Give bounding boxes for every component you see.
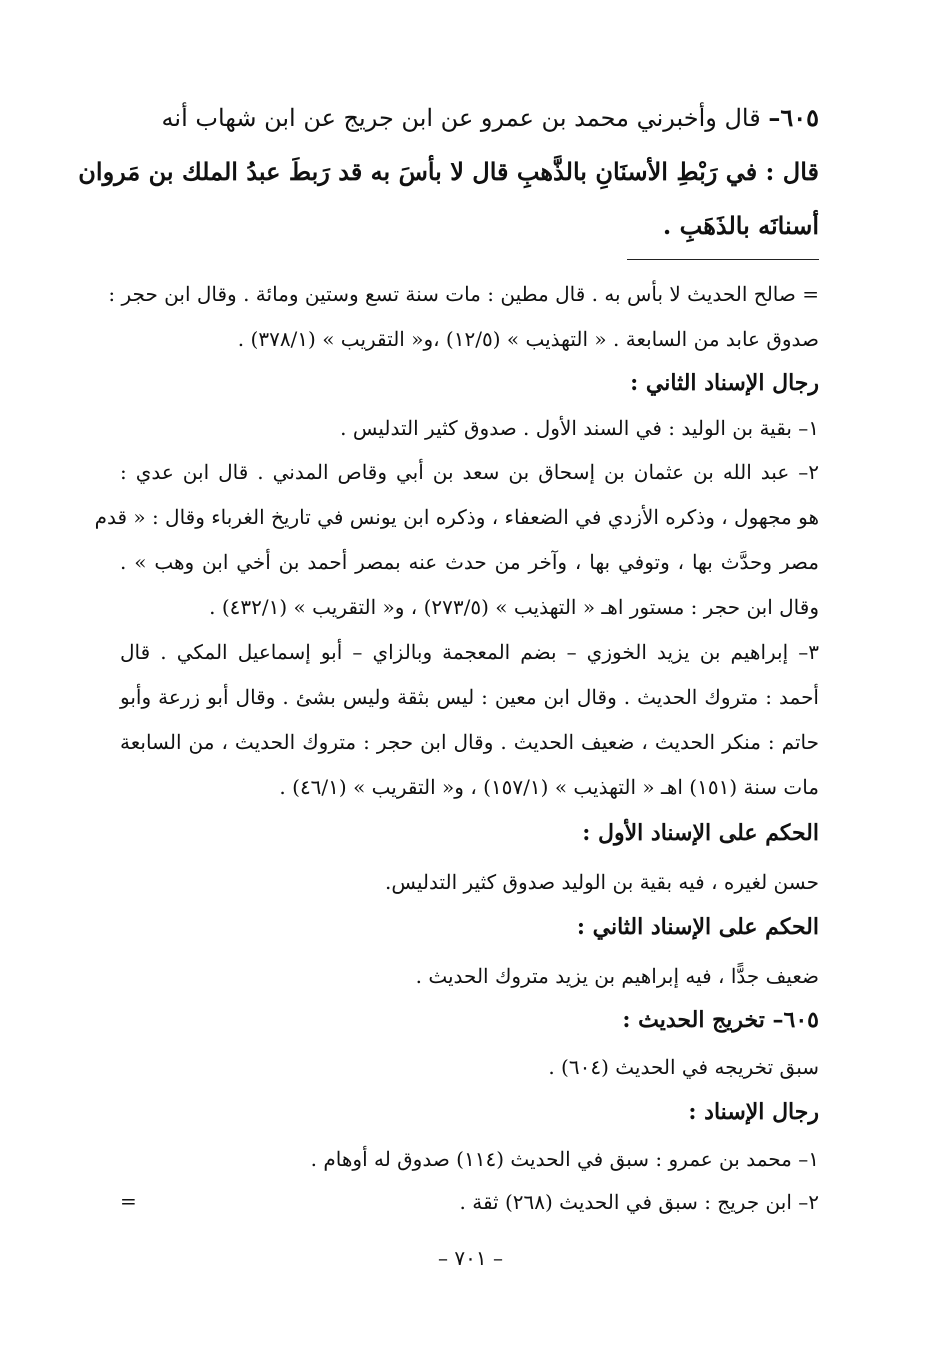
takhrij-text: سبق تخريجه في الحديث (٦٠٤) . bbox=[548, 1055, 819, 1079]
isnad2-item-3-cont-1: أحمد : متروك الحديث . وقال ابن معين : ليس بثقة وليس بشئ . وقال أبو زرعة وأبو bbox=[120, 685, 819, 709]
heading-hukm-isnad-1: الحكم على الإسناد الأول : bbox=[582, 820, 819, 846]
hadith-line-3: أسنانَه بالذَهَبِ . bbox=[662, 211, 819, 240]
isnad2-item-2-cont-1: هو مجهول ، وذكره الأزدي في الضعفاء ، وذكره ابن يونس في تاريخ الغرباء وقال : « قدم bbox=[94, 505, 819, 529]
isnad2-item-3-cont-3: مات سنة (١٥١) اهـ « التهذيب » (١٥٧/١) ، و« التقريب » (٤٦/١) . bbox=[279, 775, 819, 799]
heading-takhrij: ٦٠٥– تخريج الحديث : bbox=[622, 1007, 819, 1033]
hadith-line-1-text: قال وأخبرني محمد بن عمرو عن ابن جريج عن ابن شهاب أنه bbox=[161, 104, 769, 132]
hadith-line-1 bbox=[162, 100, 819, 136]
isnad2-item-2-cont-3: وقال ابن حجر : مستور اهـ « التهذيب » (٢٧٣/٥) ، و« التقريب » (٤٣٢/١) . bbox=[209, 595, 819, 619]
hukm-isnad-1-text: حسن لغيره ، فيه بقية بن الوليد صدوق كثير التدليس. bbox=[384, 870, 819, 894]
heading-rijal-isnad: رجال الإسناد : bbox=[688, 1099, 819, 1125]
heading-isnad-2: رجال الإسناد الثاني : bbox=[630, 370, 819, 396]
hadith-number: ٦٠٥– bbox=[768, 103, 819, 132]
hukm-isnad-2-text: ضعيف جدًّا ، فيه إبراهيم بن يزيد متروك الحديث . bbox=[415, 964, 819, 988]
isnad2-item-3-cont-2: حاتم : منكر الحديث ، ضعيف الحديث . وقال ابن حجر : متروك الحديث ، من السابعة bbox=[120, 730, 819, 754]
hadith-line-2: قال : في رَبْطِ الأسنَانِ بالذَّهبِ قال لا بأسَ به قد رَبطَ عبدُ الملك بن مَروان bbox=[78, 157, 819, 186]
continuation-mark: = bbox=[120, 1189, 137, 1213]
isnad2-item-1: ١– بقية بن الوليد : في السند الأول . صدوق كثير التدليس . bbox=[340, 416, 819, 440]
heading-hukm-isnad-2: الحكم على الإسناد الثاني : bbox=[576, 914, 819, 940]
rijal-item-2: ٢– ابن جريج : سبق في الحديث (٢٦٨) ثقة . bbox=[459, 1190, 819, 1214]
isnad2-item-3: ٣– إبراهيم بن يزيد الخوزي – بضم المعجمة وبالزاي – أبو إسماعيل المكي . قال bbox=[120, 640, 819, 664]
isnad2-item-2-cont-2: مصر وحدَّث بها ، وتوفي بها ، وآخر من حدث عنه بمصر أحمد بن أخي ابن وهب » . bbox=[120, 550, 819, 574]
footnote-line-2: صدوق عابد من السابعة . « التهذيب » (١٢/٥) ،و« التقريب » (٣٧٨/١) . bbox=[237, 327, 819, 351]
rijal-item-1: ١– محمد بن عمرو : سبق في الحديث (١١٤) صدوق له أوهام . bbox=[310, 1147, 819, 1171]
isnad2-item-2: ٢– عبد الله بن عثمان بن إسحاق بن سعد بن أبي وقاص المدني . قال ابن عدي : bbox=[120, 460, 819, 484]
footnote-line-1: = صالح الحديث لا بأس به . قال مطين : مات سنة تسع وستين ومائة . وقال ابن حجر : bbox=[108, 282, 819, 306]
page-number: – ٧٠١ – bbox=[438, 1246, 503, 1270]
footnote-separator bbox=[627, 259, 819, 260]
